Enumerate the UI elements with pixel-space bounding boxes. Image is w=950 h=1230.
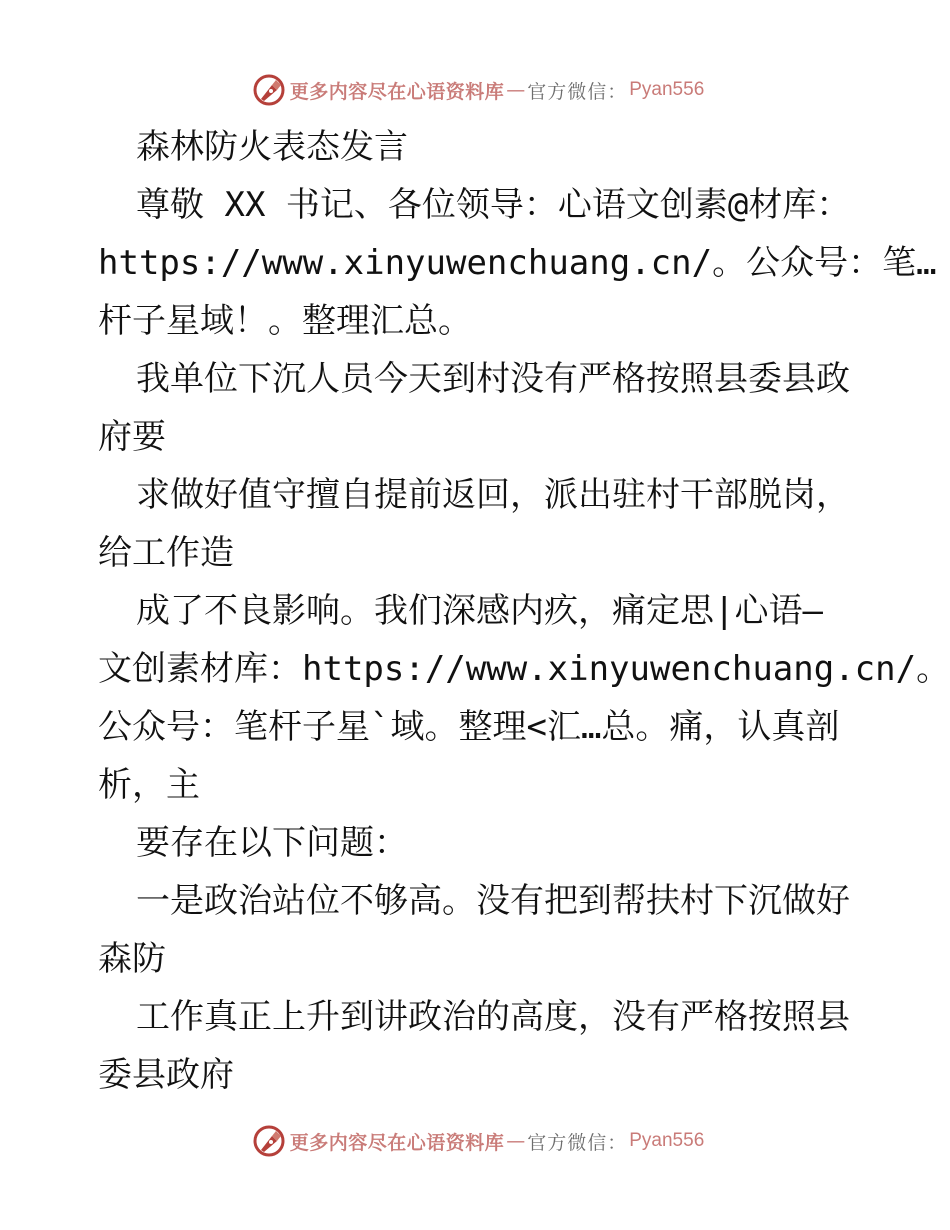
header-banner [0, 70, 950, 110]
text-line: 文创素材库：https://www.xinyuwenchuang.cn/。 [98, 649, 950, 689]
text-line: 我单位下沉人员今天到村没有严格按照县委县政 [136, 359, 850, 399]
text-line: 工作真正上升到讲政治的高度，没有严格按照县 [136, 997, 850, 1037]
pen-nib-logo-icon [252, 1124, 286, 1158]
text-line: 要存在以下问题： [136, 823, 408, 863]
banner-dash: — [506, 1130, 526, 1152]
pen-nib-logo-icon [252, 73, 286, 107]
banner-contact-handle: Pyan556 [629, 1130, 705, 1151]
banner-contact-label: 官方微信： [527, 80, 628, 103]
text-line: 析，主 [98, 765, 200, 805]
banner-contact-handle: Pyan556 [629, 79, 705, 100]
text-line: 杆子星域！。整理汇总。 [98, 301, 472, 341]
text-line: 府要 [98, 417, 166, 457]
text-line: https://www.xinyuwenchuang.cn/。公众号：笔… [98, 243, 937, 283]
text-line: 成了不良影响。我们深感内疚，痛定思|心语— [136, 591, 823, 631]
banner-brand-text: 更多内容尽在心语资料库 [289, 80, 505, 103]
banner-brand-text: 更多内容尽在心语资料库 [289, 1131, 505, 1154]
footer-banner-content [252, 1124, 705, 1158]
banner-dash: — [506, 79, 526, 101]
footer-banner [0, 1121, 950, 1161]
header-banner-content [252, 73, 705, 107]
text-line: 给工作造 [98, 533, 234, 573]
text-line: 森防 [98, 939, 166, 979]
document-body [98, 118, 950, 1104]
document-title: 森林防火表态发言 [136, 127, 408, 167]
text-line: 委县政府 [98, 1055, 234, 1095]
banner-contact-label: 官方微信： [527, 1131, 628, 1154]
text-line: 尊敬 XX 书记、各位领导：心语文创素@材库： [136, 185, 851, 225]
text-line: 一是政治站位不够高。没有把到帮扶村下沉做好 [136, 881, 850, 921]
text-line: 求做好值守擅自提前返回，派出驻村干部脱岗， [136, 475, 850, 515]
text-line: 公众号：笔杆子星`域。整理<汇…总。痛，认真剖 [98, 707, 840, 747]
